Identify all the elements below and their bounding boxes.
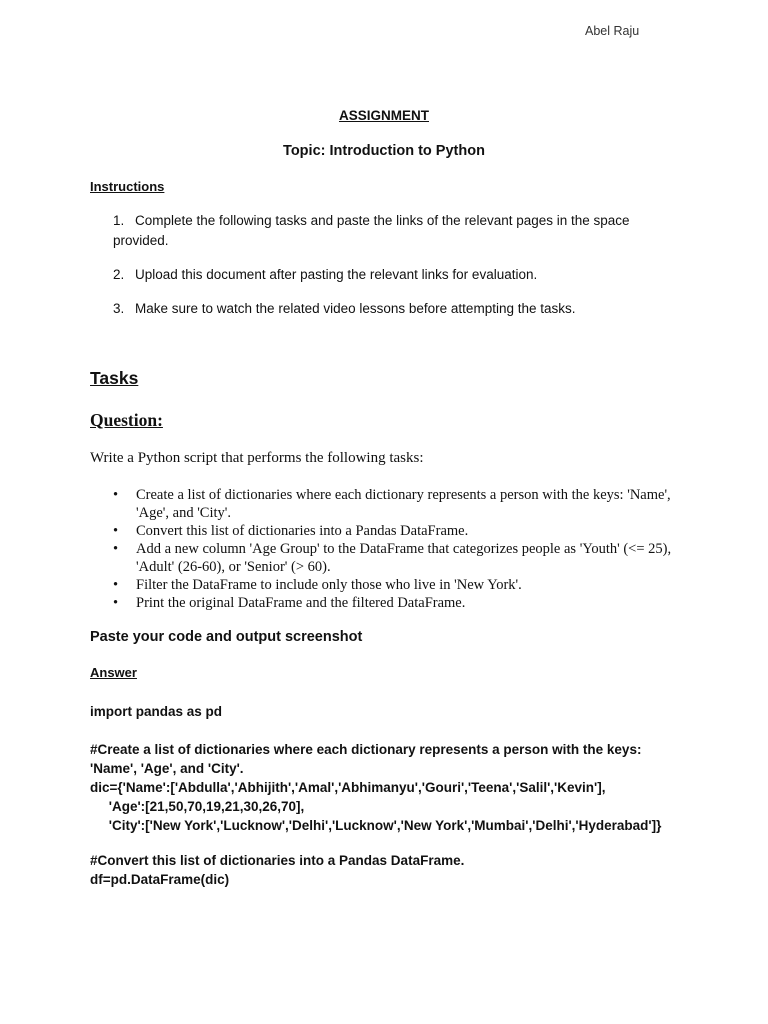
instruction-text: Make sure to watch the related video lessons before attempting the tasks.	[135, 301, 576, 316]
task-bullet: • Filter the DataFrame to include only those who live in 'New York'.	[113, 576, 673, 594]
instruction-item	[113, 299, 673, 319]
task-bullet: • Create a list of dictionaries where each dictionary represents a person with the keys: 'Name', 'Age', and 'City'.	[113, 486, 673, 522]
code-block-create-dict: #Create a list of dictionaries where each dictionary represents a person with the keys: 'Name', 'Age', and 'City'. dic={'Name':['Abdulla','Abhijith','Amal','Abhimanyu','Gouri','Teena','Salil','Kevin'], 'Age':[21,50,70,19,21,30,26,70], 'City':['New York','Lucknow','Delhi','Lucknow','New York','Mumbai','Delhi','Hyderabad']}	[90, 742, 662, 833]
instructions-heading: Instructions	[90, 179, 165, 194]
task-bullet: • Print the original DataFrame and the filtered DataFrame.	[113, 594, 673, 612]
instruction-text: Complete the following tasks and paste the links of the relevant pages in the space provided.	[113, 213, 630, 248]
task-bullet: • Add a new column 'Age Group' to the DataFrame that categorizes people as 'Youth' (<= 25), 'Adult' (26-60), or 'Senior' (> 60).	[113, 540, 673, 576]
instruction-number: 1.	[113, 213, 125, 228]
question-intro: Write a Python script that performs the following tasks:	[90, 450, 424, 466]
task-bullet: • Convert this list of dictionaries into a Pandas DataFrame.	[113, 522, 673, 540]
question-heading: Question:	[90, 410, 163, 430]
instruction-number: 2.	[113, 267, 125, 282]
answer-heading: Answer	[90, 665, 137, 680]
topic-heading: Topic: Introduction to Python	[283, 143, 485, 159]
instruction-item	[113, 211, 673, 251]
instruction-text: Upload this document after pasting the relevant links for evaluation.	[135, 267, 538, 282]
instruction-item	[113, 265, 673, 285]
author-header: Abel Raju	[585, 24, 640, 38]
assignment-title: ASSIGNMENT	[338, 108, 429, 123]
code-block-dataframe: #Convert this list of dictionaries into a Pandas DataFrame. df=pd.DataFrame(dic)	[90, 853, 465, 887]
paste-code-heading: Paste your code and output screenshot	[90, 629, 363, 645]
tasks-heading: Tasks	[90, 368, 139, 388]
instruction-number: 3.	[113, 301, 125, 316]
code-import-line: import pandas as pd	[90, 704, 223, 719]
task-bullet-list	[113, 486, 673, 612]
